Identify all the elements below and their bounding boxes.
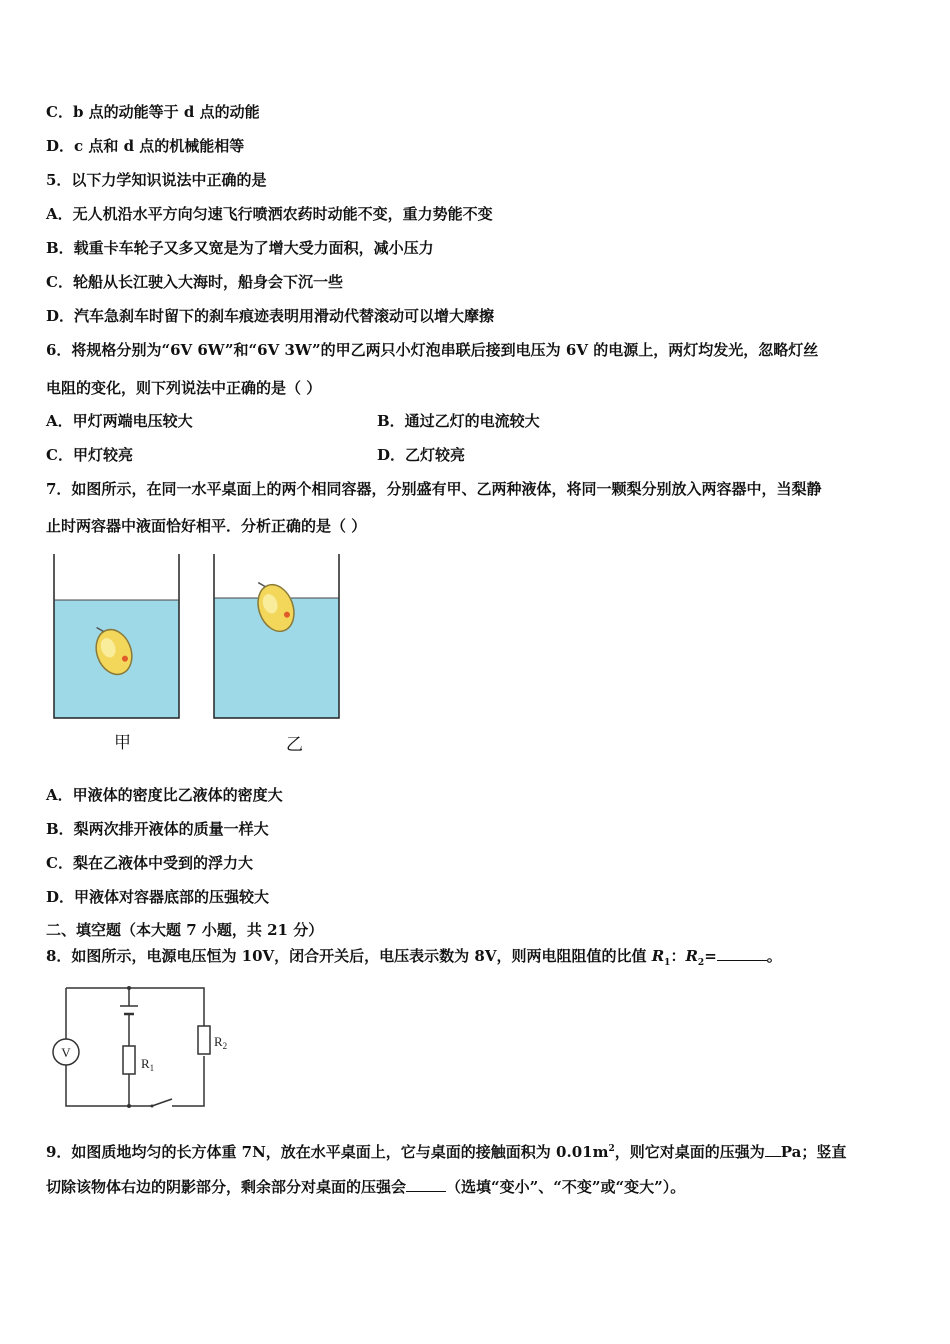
- resistor-r1: [123, 1046, 135, 1074]
- option-a-q7: A．甲液体的密度比乙液体的密度大: [46, 786, 283, 804]
- q8-r2-sub: 2: [697, 958, 705, 968]
- option-d-q4: D．c 点和 d 点的机械能相等: [46, 137, 245, 155]
- option-b-q6: B．通过乙灯的电流较大: [377, 412, 540, 430]
- question-5: 5．以下力学知识说法中正确的是: [46, 171, 267, 189]
- q8-answer-blank[interactable]: [717, 946, 767, 961]
- r2-label: $R_2$: [214, 1034, 228, 1051]
- q9-pressure-blank[interactable]: [765, 1142, 781, 1157]
- q8-eq: =: [704, 947, 717, 965]
- option-d-q5: D．汽车急刹车时留下的刹车痕迹表明用滑动代替滚动可以增大摩擦: [46, 307, 495, 325]
- question-7-line2: 止时两容器中液面恰好相平．分析正确的是（ ）: [46, 517, 367, 535]
- option-b-q7: B．梨两次排开液体的质量一样大: [46, 820, 269, 838]
- question-7-line1: 7．如图所示，在同一水平桌面上的两个相同容器，分别盛有甲、乙两种液体，将同一颗梨分别放入两容器中，当梨静: [46, 480, 822, 498]
- question-6-line2: 电阻的变化，则下列说法中正确的是（ ）: [46, 379, 322, 397]
- container-left: [54, 554, 179, 718]
- question-6-line1: 6．将规格分别为“6V 6W”和“6V 3W”的甲乙两只小灯泡串联后接到电压为 6V 的电源上，两灯均发光，忽略灯丝: [46, 341, 819, 359]
- switch-icon: [152, 1099, 172, 1106]
- resistor-r2: [198, 1026, 210, 1054]
- q9-change-blank[interactable]: [406, 1177, 446, 1192]
- label-right-container: 乙: [286, 735, 303, 755]
- q9-text-5: （选填“变小”、“不变”或“变大”）。: [446, 1178, 686, 1196]
- option-d-q6: D．乙灯较亮: [377, 446, 466, 464]
- q8-colon: ：: [670, 947, 686, 965]
- q9-text-2: ，则它对桌面的压强为: [614, 1143, 765, 1161]
- option-a-q6: A．甲灯两端电压较大: [46, 412, 193, 430]
- option-b-q5: B．载重卡车轮子又多又宽是为了增大受力面积，减小压力: [46, 239, 434, 257]
- voltmeter-label: V: [61, 1045, 71, 1060]
- option-c-q6: C．甲灯较亮: [46, 446, 133, 464]
- question-9-line2: [46, 1177, 685, 1197]
- q9-text-4: 切除该物体右边的阴影部分，剩余部分对桌面的压强会: [46, 1178, 407, 1196]
- option-a-q5: A．无人机沿水平方向匀速飞行喷洒农药时动能不变，重力势能不变: [46, 205, 493, 223]
- q8-r2: R: [685, 947, 698, 965]
- q8-text: 8．如图所示，电源电压恒为 10V，闭合开关后，电压表示数为 8V，则两电阻阻值的比值: [46, 947, 652, 965]
- container-right: [214, 554, 339, 718]
- option-c-q5: C．轮船从长江驶入大海时，船身会下沉一些: [46, 273, 343, 291]
- q8-end: 。: [766, 947, 782, 965]
- pear-containers-figure: [46, 552, 356, 762]
- q9-sup: 2: [608, 1144, 615, 1154]
- option-c-q7: C．梨在乙液体中受到的浮力大: [46, 854, 253, 872]
- q9-text-3: Pa；竖直: [780, 1143, 847, 1161]
- option-d-q7: D．甲液体对容器底部的压强较大: [46, 888, 270, 906]
- q8-r1-sub: 1: [664, 958, 671, 968]
- question-9-line1: [46, 1139, 846, 1162]
- question-8: [46, 946, 782, 973]
- q8-r1: R: [651, 947, 665, 965]
- circuit-figure: [46, 978, 246, 1118]
- section-2-heading: 二、填空题（本大题 7 小题，共 21 分）: [46, 921, 324, 939]
- option-c-q4: C．b 点的动能等于 d 点的动能: [46, 103, 260, 121]
- r1-label: $R_1$: [141, 1056, 155, 1073]
- q9-text-1: 9．如图质地均匀的长方体重 7N，放在水平桌面上，它与桌面的接触面积为 0.01m: [46, 1143, 609, 1161]
- label-left-container: 甲: [114, 733, 131, 753]
